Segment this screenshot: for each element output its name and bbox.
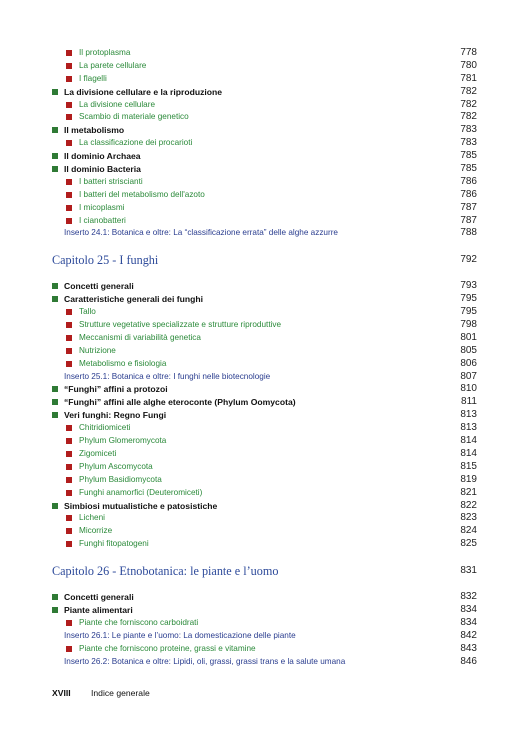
entry-title: “Funghi” affini a protozoi <box>64 384 168 395</box>
entry-page-number: 783 <box>460 124 477 136</box>
entry-page-number: 822 <box>460 499 477 511</box>
green-square-bullet-icon <box>52 386 58 392</box>
toc-entry <box>52 73 477 86</box>
entry-title: La divisione cellulare <box>79 99 156 109</box>
red-square-bullet-icon <box>66 477 72 483</box>
entry-title: Inserto 25.1: Botanica e oltre: I funghi nelle biotecnologie <box>64 371 271 381</box>
entry-title: I batteri striscianti <box>79 176 143 186</box>
toc-entry <box>52 150 477 163</box>
insert-entry <box>52 630 477 643</box>
entry-page-number: 813 <box>460 409 477 421</box>
entry-page-number: 793 <box>460 280 477 292</box>
entry-page-number: 782 <box>460 111 477 123</box>
toc-entry <box>52 124 477 137</box>
toc-entry <box>52 643 477 656</box>
table-of-contents <box>52 47 477 668</box>
green-square-bullet-icon <box>52 607 58 613</box>
red-square-bullet-icon <box>66 464 72 470</box>
toc-entry <box>52 99 477 112</box>
entry-title: Scambio di materiale genetico <box>79 112 189 122</box>
entry-title: I cianobatteri <box>79 215 126 225</box>
entry-title: Concetti generali <box>64 281 134 292</box>
toc-entry <box>52 435 477 448</box>
entry-title: Piante che forniscono proteine, grassi e vitamine <box>79 643 256 653</box>
entry-title: Nutrizione <box>79 345 116 355</box>
entry-title: Tallo <box>79 307 96 317</box>
entry-page-number: 806 <box>460 357 477 369</box>
entry-page-number: 788 <box>460 227 477 239</box>
toc-entry <box>52 137 477 150</box>
insert-entry <box>52 371 477 384</box>
entry-page-number: 834 <box>460 616 477 628</box>
entry-title: I batteri del metabolismo dell'azoto <box>79 189 205 199</box>
toc-entry <box>52 461 477 474</box>
insert-entry <box>52 656 477 669</box>
entry-page-number: 805 <box>460 344 477 356</box>
entry-title: Caratteristiche generali dei funghi <box>64 294 203 305</box>
entry-page-number: 814 <box>460 435 477 447</box>
red-square-bullet-icon <box>66 490 72 496</box>
entry-page-number: 815 <box>460 460 477 472</box>
entry-page-number: 785 <box>460 150 477 162</box>
insert-entry <box>52 227 477 240</box>
entry-title: Capitolo 26 - Etnobotanica: le piante e l’uomo <box>52 564 279 579</box>
entry-title: Veri funghi: Regno Fungi <box>64 410 167 421</box>
entry-page-number: 814 <box>460 447 477 459</box>
red-square-bullet-icon <box>66 50 72 56</box>
entry-page-number: 801 <box>460 331 477 343</box>
green-square-bullet-icon <box>52 283 58 289</box>
entry-page-number: 846 <box>460 655 477 667</box>
green-square-bullet-icon <box>52 503 58 509</box>
toc-entry <box>52 176 477 189</box>
red-square-bullet-icon <box>66 205 72 211</box>
entry-title: Il dominio Bacteria <box>64 164 141 175</box>
entry-page-number: 813 <box>460 422 477 434</box>
red-square-bullet-icon <box>66 114 72 120</box>
toc-entry <box>52 538 477 551</box>
red-square-bullet-icon <box>66 646 72 652</box>
entry-page-number: 834 <box>460 603 477 615</box>
chapter-heading <box>52 551 477 591</box>
entry-title: Phylum Basidiomycota <box>79 474 162 484</box>
entry-title: Metabolismo e fisiologia <box>79 358 167 368</box>
entry-page-number: 832 <box>460 591 477 603</box>
red-square-bullet-icon <box>66 335 72 341</box>
red-square-bullet-icon <box>66 438 72 444</box>
entry-page-number: 781 <box>460 72 477 84</box>
entry-page-number: 824 <box>460 525 477 537</box>
entry-title: Inserto 24.1: Botanica e oltre: La “classificazione errata” delle alghe azzurre <box>64 228 338 238</box>
footer-title: Indice generale <box>91 688 150 698</box>
toc-entry <box>52 487 477 500</box>
red-square-bullet-icon <box>66 451 72 457</box>
toc-entry <box>52 111 477 124</box>
toc-entry <box>52 280 477 293</box>
red-square-bullet-icon <box>66 528 72 534</box>
entry-page-number: 787 <box>460 214 477 226</box>
entry-title: Il protoplasma <box>79 48 131 57</box>
entry-title: I micoplasmi <box>79 202 125 212</box>
red-square-bullet-icon <box>66 140 72 146</box>
toc-entry <box>52 189 477 202</box>
entry-page-number: 821 <box>460 486 477 498</box>
footer-page-number: XVIII <box>52 688 71 698</box>
toc-entry <box>52 358 477 371</box>
entry-page-number: 778 <box>460 47 477 58</box>
toc-entry <box>52 422 477 435</box>
entry-page-number: 819 <box>460 473 477 485</box>
green-square-bullet-icon <box>52 594 58 600</box>
toc-entry <box>52 396 477 409</box>
green-square-bullet-icon <box>52 296 58 302</box>
entry-title: Chitridiomiceti <box>79 423 131 433</box>
entry-page-number: 782 <box>460 85 477 97</box>
toc-entry <box>52 409 477 422</box>
entry-page-number: 825 <box>460 538 477 550</box>
red-square-bullet-icon <box>66 425 72 431</box>
entry-title: Simbiosi mutualistiche e patosistiche <box>64 500 218 511</box>
entry-title: La classificazione dei procarioti <box>79 138 193 148</box>
entry-page-number: 785 <box>460 163 477 175</box>
toc-entry <box>52 86 477 99</box>
entry-title: Il dominio Archaea <box>64 151 141 162</box>
toc-entry <box>52 500 477 513</box>
entry-title: Piante che forniscono carboidrati <box>79 617 199 627</box>
entry-page-number: 786 <box>460 188 477 200</box>
entry-page-number: 810 <box>460 383 477 395</box>
toc-entry <box>52 617 477 630</box>
entry-title: Capitolo 25 - I funghi <box>52 253 159 268</box>
green-square-bullet-icon <box>52 166 58 172</box>
entry-page-number: 782 <box>460 98 477 110</box>
red-square-bullet-icon <box>66 192 72 198</box>
red-square-bullet-icon <box>66 76 72 82</box>
red-square-bullet-icon <box>66 541 72 547</box>
entry-title: Phylum Ascomycota <box>79 461 153 471</box>
entry-page-number: 786 <box>460 175 477 187</box>
entry-title: Funghi anamorfici (Deuteromiceti) <box>79 487 203 497</box>
red-square-bullet-icon <box>66 620 72 626</box>
entry-page-number: 842 <box>460 629 477 641</box>
entry-page-number: 807 <box>460 370 477 382</box>
entry-title: Micorrize <box>79 526 113 536</box>
chapter-heading <box>52 240 477 280</box>
entry-page-number: 831 <box>460 565 477 577</box>
entry-title: La divisione cellulare e la riproduzione <box>64 86 223 97</box>
entry-page-number: 780 <box>460 59 477 71</box>
red-square-bullet-icon <box>66 63 72 69</box>
entry-page-number: 798 <box>460 319 477 331</box>
green-square-bullet-icon <box>52 399 58 405</box>
entry-title: I flagelli <box>79 73 107 83</box>
toc-entry <box>52 163 477 176</box>
entry-title: “Funghi” affini alle alghe eteroconte (Phylum Oomycota) <box>64 397 296 408</box>
toc-entry <box>52 604 477 617</box>
green-square-bullet-icon <box>52 412 58 418</box>
red-square-bullet-icon <box>66 515 72 521</box>
green-square-bullet-icon <box>52 127 58 133</box>
red-square-bullet-icon <box>66 361 72 367</box>
entry-title: Inserto 26.2: Botanica e oltre: Lipidi, oli, grassi, grassi trans e la salute umana <box>64 656 346 666</box>
entry-title: Zigomiceti <box>79 448 117 458</box>
toc-entry <box>52 474 477 487</box>
entry-title: La parete cellulare <box>79 60 147 70</box>
red-square-bullet-icon <box>66 218 72 224</box>
toc-entry <box>52 47 477 60</box>
green-square-bullet-icon <box>52 153 58 159</box>
entry-title: Il metabolismo <box>64 125 125 136</box>
red-square-bullet-icon <box>66 322 72 328</box>
entry-page-number: 823 <box>460 512 477 524</box>
entry-page-number: 811 <box>461 396 477 408</box>
entry-title: Phylum Glomeromycota <box>79 436 167 446</box>
entry-page-number: 783 <box>460 137 477 149</box>
entry-page-number: 787 <box>460 201 477 213</box>
toc-entry <box>52 60 477 73</box>
entry-title: Funghi fitopatogeni <box>79 539 149 549</box>
red-square-bullet-icon <box>66 102 72 108</box>
toc-entry <box>52 448 477 461</box>
entry-page-number: 792 <box>460 254 477 266</box>
toc-entry <box>52 332 477 345</box>
toc-entry <box>52 345 477 358</box>
toc-entry <box>52 215 477 228</box>
entry-title: Meccanismi di variabilità genetica <box>79 332 201 342</box>
entry-page-number: 795 <box>460 306 477 318</box>
toc-entry <box>52 512 477 525</box>
toc-entry <box>52 319 477 332</box>
entry-title: Piante alimentari <box>64 604 133 615</box>
entry-page-number: 843 <box>460 642 477 654</box>
entry-title: Concetti generali <box>64 592 134 603</box>
green-square-bullet-icon <box>52 89 58 95</box>
red-square-bullet-icon <box>66 348 72 354</box>
toc-entry <box>52 306 477 319</box>
red-square-bullet-icon <box>66 179 72 185</box>
entry-title: Strutture vegetative specializzate e strutture riproduttive <box>79 320 282 330</box>
entry-title: Inserto 26.1: Le piante e l’uomo: La domesticazione delle piante <box>64 630 296 640</box>
toc-entry <box>52 591 477 604</box>
page-footer <box>52 688 150 698</box>
entry-page-number: 795 <box>460 293 477 305</box>
toc-entry <box>52 293 477 306</box>
toc-entry <box>52 202 477 215</box>
entry-title: Licheni <box>79 513 105 523</box>
toc-entry <box>52 525 477 538</box>
red-square-bullet-icon <box>66 309 72 315</box>
toc-entry <box>52 383 477 396</box>
